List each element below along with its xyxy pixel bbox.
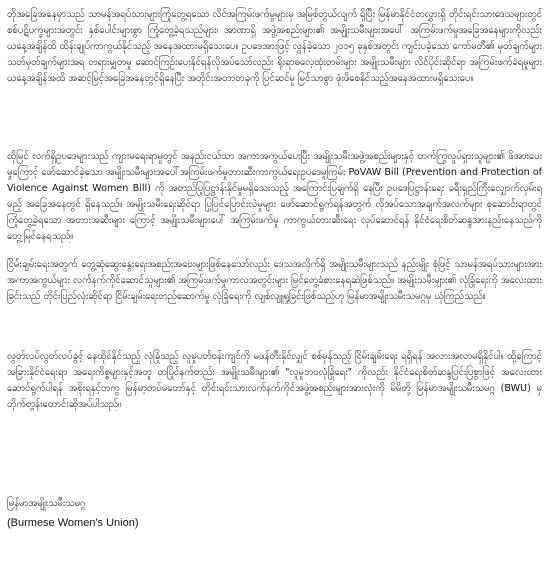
signature-org-english: (Burmese Women's Union)	[7, 517, 139, 529]
paragraph-1: တိုအခြေအနေမှာသည် သာမန်အရပ်သားများကြုံတွေ့ရသော လိင်အကြမ်းဖက်မှုများမှ အမြစ်တွယ်လျက် ရှိပြီး မြန်မာနိုင်ငံတလွှားရှိ တိုင်းရင်းသားဒေသများတွင် စစ်ပဋိပက္ခများအတွင်း နှစ်ပေါင်းများစွာ ကြုံတွေ့ခဲ့ရသည်များ၊ အာဏာရှိ အဖွဲ့အစည်းများ၏ အမျိုးသမီးများအပေါ် အကြမ်းဖက်မှုအခြေအနေများကိုလည်း ယနေ့အချိန်ထိ ထိန်းချုပ်ကာကွယ်နိုင်သည့် အနေအထားမရှိသေးပေ။ ဥပဒေအားဖြင့် လွန်ခဲ့သော ၂၀၁၅ ခုနှစ်အတွင်း ကျင်းပခဲ့သော ကော်မတီ၏ မှတ်ချက်များ သတ်မှတ်ချက်များအရ တရားမျှတမှု ဆောင်ကြဉ်းပေးနိုင်ရန်လိုအပ်သော်လည်း ရိုးရာဓလေ့ထုံးတမ်းများ အမျိုးသမီးများ လိင်ပိုင်းဆိုင်ရာ အကြမ်းဖက်ခံရမှုများ ယနေ့အချိန်အထိ အဆင့်မြင့်အခြေအနေတွင်ရှိနေပြီး အတိုင်းအတာတခုကို ပြင်ဆင်မှု မြင်သာစွာ ဖုံးဖိစေနိုင်သည့်အနေအထားမရှိသေးပေ။	[7, 9, 542, 84]
signature-org-burmese: မြန်မာအမျိုးသမီးသမဂ္ဂ	[7, 498, 86, 509]
statement-body	[7, 7, 542, 411]
paragraph-3: ငြိမ်းချမ်းရေးအတွက် တွေ့ဆုံဆွေးနွေးရေးအစည်းအဝေးများဖြစ်နေသော်လည်း ဒေသအလိုက်ရှိ အမျိုးသမီးများသည် နည်းမျိုး စုံဖြင့် သာမန်အရပ်သားများအား အကာအကွယ်များ လက်နက်ကိုင်ဆောင်သူများ၏ အကြမ်းဖက်မှုကာလအတွင်းများ မြင်တွေ့ခံစားနေရဆဲဖြစ်သည်။ အမျိုးသမီးများ၏ လုံခြုံရေးကို အလေးထားခြင်းသည် တိုင်းပြည်လုံးဆိုင်ရာ ငြိမ်းချမ်းရေးတည်ဆောက်မှု လုံခြုံရေးကို လျစ်လျူရှုခြင်းဖြစ်သည်ဟု မြန်မာအမျိုးသမီးသမဂ္ဂမှ ယုံကြည်သည်။	[7, 259, 542, 302]
paragraph-2: ထိုမြင် လက်ရှိဥပဒေများသည် ကျားမရေးရာမှုတွင် အနည်းငယ်သာ အကာအကွယ်ပေးပြီး အမျိုးသမီးအဖွဲ့အစည်းများနှင့် တက်ကြွလှုပ်ရှားသူများ၏ ဖိအားပေးမှုကြောင့် ဖော်ဆောင်ခဲ့သော အမျိုးသမီးများအပေါ်အကြမ်းဖက်မှုတားဆီးကာကွယ်ရေးဥပဒေမူကြမ်း PoVAW Bill (Prevention and Protection of Violence Against Women Bill) ကို အတည်ပြုပြဋ္ဌာန်းနိုင်မှုမရှိသေးသည့် အကြောင်းပြချက်ရှိ နေပြီး ဥပဒေပြဋ္ဌာန်းရေး ခရီးရှည်ကြီးလျှောက်လှမ်းရမည့် အခြေအနေတွင် ရှိနေသည်။ အမျိုးသမီးရေးဆိုင်ရာ ပြုပြင်ပြောင်းလဲမှုများ ဖော်ဆောင်ရွက်ရန်အတွက် လိုအပ်သောအချက်အလက်များ စုဆောင်းရာတွင် ကြုံတွေ့ခဲ့ရသော အတားအဆီးများ ကြောင့် အမျိုးသမီးများပေါ် အကြမ်းဖက်မှု ကာကွယ်တားဆီးရေး လုပ်ဆောင်ရန် နိုင်ငံရေးစိတ်ဆန္ဒအားနည်းနေသည်ကို တွေ့မြင်နေရသည်။	[7, 151, 542, 242]
paragraph-4: လွတ်လပ်လွတ်လပ်ခွင့် နေထိုင်နိုင်သည့် လုံခြုံသည့် လူမှုပတ်ဝန်းကျင်ကို မဖန်တီးနိုင်လျှင် စစ်မှန်သည့် ငြိမ်းချမ်းရေး ရရှိရန် အလားအလာမရှိနိုင်ပါ။ ထို့ကြောင့် အခြားနိုင်ငံရေးရာ အရေးကိစ္စများနှင့်အတူ တပြိုင်နက်တည်း အမျိုးသမီးများ၏ "လူမှုဘဝလုံခြုံရေး" ကိုလည်း နိုင်ငံရေးစိတ်ဆန္ဒပြင်းပြစွာဖြင့် အလေးထားဆောင်ရွက်ပါရန် အစိုးရနှင့်တကွ မြန်မာ့တပ်မတော်နှင့် တိုင်းရင်းသားလက်နက်ကိုင်အဖွဲ့အစည်းများအားလုံးကို မိမိတို့ မြန်မာအမျိုးသမီးသမဂ္ဂ (BWU) မှ တိုက်တွန်းတောင်းဆိုအပ်ပါသည်။	[7, 351, 542, 410]
